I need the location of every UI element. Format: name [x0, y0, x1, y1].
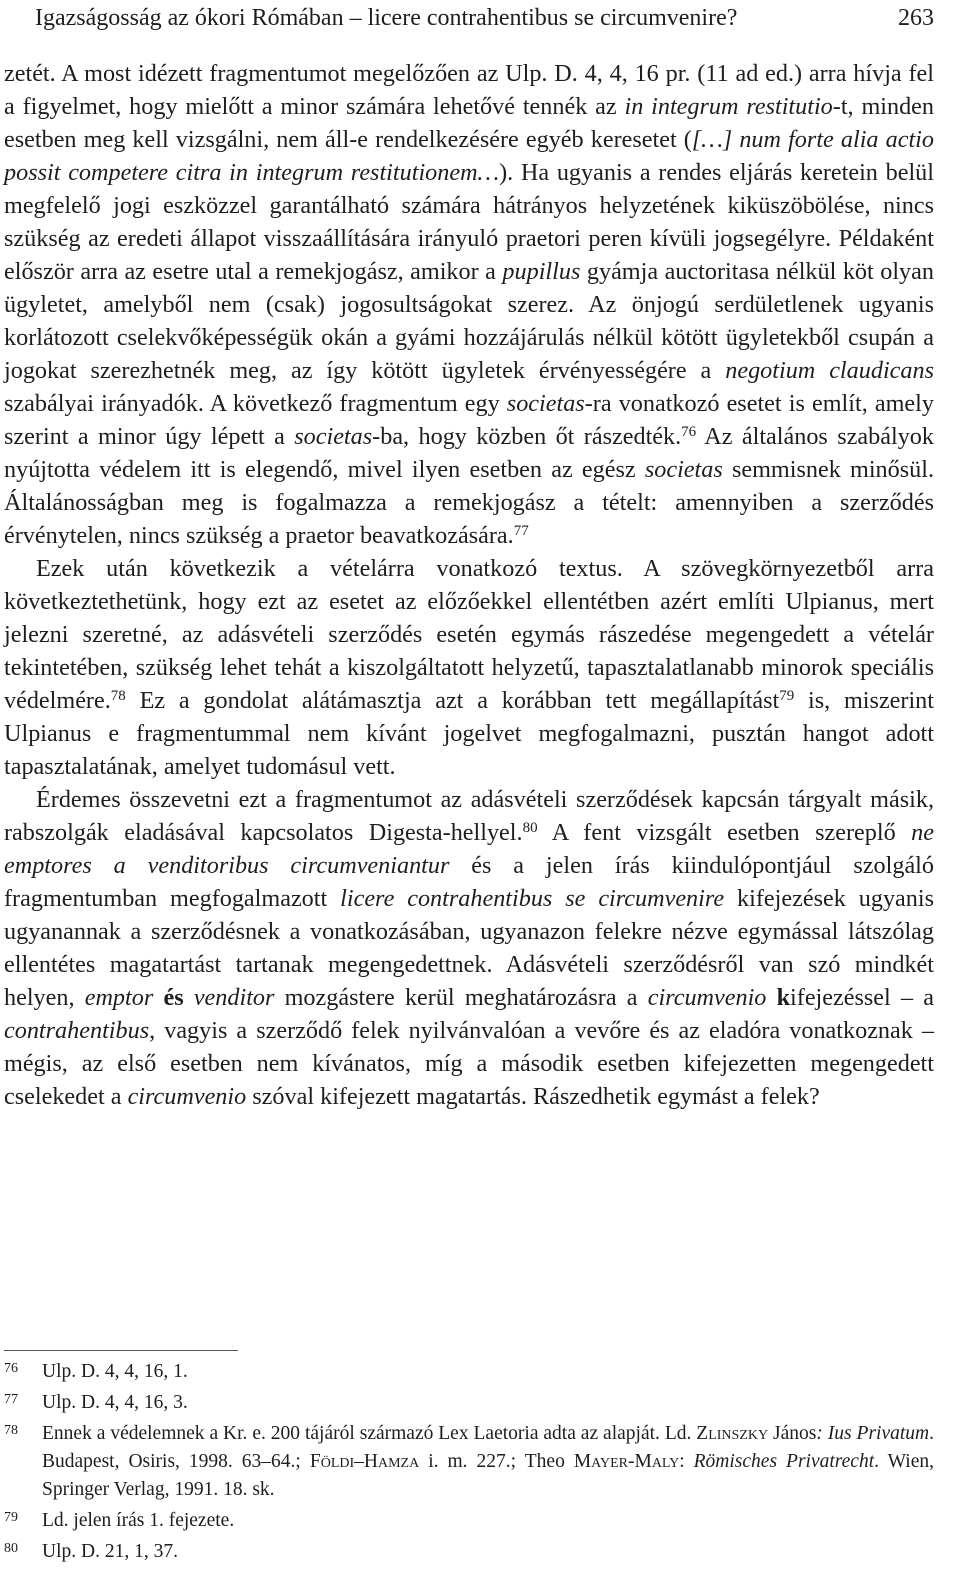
text-run: -t, minden esetben meg kell vizsgálni, nem áll-e rendelkezésére egyéb keresetet ( — [4, 93, 935, 153]
text-run: Érdemes összevetni ezt a fragmentumot az adásvételi szerződések kapcsán tárgyalt másik, rabszolgák eladásával kapcsolatos Digesta-hellyel. — [4, 786, 934, 846]
footnote-reference: 80 — [522, 820, 538, 836]
italic-text: : Ius Privatum — [816, 1423, 930, 1444]
text-run: , vagyis a szerződő felek nyilvánvalóan a vevőre és az eladóra vonatkoznak – mégis, az első esetben nem kívánatos, míg a második esetben kifejezetten megengedett cselekedet a — [4, 1017, 934, 1110]
footnote-number: 77 — [4, 1392, 18, 1407]
footnote — [4, 1389, 934, 1417]
text-run: Mayer-Maly — [573, 1451, 680, 1472]
text-run: Ulp. D. 4, 4, 16, 3. — [42, 1392, 188, 1413]
running-header — [35, 0, 934, 31]
footnote — [4, 1507, 934, 1535]
italic-text: […] num forte alia actio possit competere citra in integrum restitutionem… — [4, 126, 934, 186]
paragraph — [4, 552, 934, 783]
text-run: szóval kifejezett magatartás. Rászedhetik egymást a felek? — [246, 1083, 820, 1110]
italic-text: Römisches Privatrecht — [693, 1451, 875, 1472]
footnote-reference: 76 — [681, 424, 697, 440]
italic-text: venditor — [193, 984, 275, 1011]
text-run: . Wien, Springer Verlag, 1991. 18. sk. — [42, 1451, 934, 1500]
italic-text: contrahentibus — [4, 1017, 150, 1044]
italic-text: societas — [506, 390, 585, 417]
footnote-number: 80 — [4, 1541, 18, 1556]
text-run: i. m. 227.; Theo — [419, 1451, 574, 1472]
text-run: -ba, hogy közben őt rászedték. — [372, 423, 682, 450]
text-run: és a jelen írás kiindulópontjául szolgáló fragmentumban megfogalmazott — [4, 852, 934, 912]
footnote — [4, 1358, 934, 1386]
text-run: -ra vonatkozó esetet is említ, amely szerint a minor úgy lépett a — [4, 390, 934, 450]
footnote-number: 76 — [4, 1361, 18, 1376]
text-run: semmisnek minősül. Általánosságban meg is fogalmazza a remekjogász a tételt: amennyiben a szerződés érvénytelen, nincs szükség a praetor beavatkozására. — [4, 456, 935, 549]
italic-text: circumvenio — [127, 1083, 247, 1110]
text-run: ifejezéssel – a — [790, 984, 934, 1011]
text-run: zetét. A most idézett fragmentumot megelőzően az Ulp. D. 4, 4, 16 pr. (11 ad ed.) arra hívja fel a figyelmet, hogy mielőtt a minor számára lehetővé tennék az — [4, 60, 934, 120]
footnote-reference: 78 — [110, 688, 126, 704]
italic-text: circumvenio — [647, 984, 767, 1011]
body-text — [4, 57, 934, 1113]
page-number: 263 — [898, 5, 934, 31]
paragraph — [4, 57, 934, 552]
text-run: János — [768, 1423, 817, 1444]
italic-text: licere contrahentibus se circumvenire — [340, 885, 725, 912]
italic-text: emptor — [84, 984, 154, 1011]
text-run: mozgástere kerül meghatározásra a — [274, 984, 648, 1011]
footnotes — [4, 1358, 934, 1569]
text-run: Ulp. D. 4, 4, 16, 1. — [42, 1361, 188, 1382]
text-run: gyámja auctoritasa nélkül köt olyan ügyletet, amelyből nem (csak) jogosultságokat szerez. Az önjogú serdületlenek ugyanis korlátozott cselekvőképességük okán a gyámi hozzájárulás nélkül kötött ügyletekből csupán a jogokat szerezhetnék meg, az így kötött ügyletek érvényességére a — [4, 258, 934, 384]
italic-text: ne emptores a venditoribus circumveniantur — [4, 819, 934, 879]
text-run — [766, 984, 776, 1011]
text-run: Ulp. D. 21, 1, 37. — [42, 1541, 178, 1562]
footnote-number: 79 — [4, 1510, 18, 1525]
footnote-reference: 77 — [513, 523, 529, 539]
text-run: szabályai irányadók. A következő fragmentum egy — [4, 390, 507, 417]
text-run: Ennek a védelemnek a Kr. e. 200 tájáról származó Lex Laetoria adta az alapját. Ld. — [42, 1423, 697, 1444]
text-run — [184, 984, 194, 1011]
footnote — [4, 1538, 934, 1566]
text-run: ). Ha ugyanis a rendes eljárás keretein belül megfelelő jogi eszközzel garantálható számára hátrányos helyzetének kiküszöbölése, nincs szükség az eredeti állapot visszaállítására irányuló praetori peren kívüli jogsegélyre. Példaként először arra az esetre utal a remekjogász, amikor a — [4, 159, 934, 285]
footnote-separator — [4, 1350, 238, 1351]
text-run: k — [776, 984, 791, 1011]
text-run: és — [163, 984, 184, 1011]
italic-text: pupillus — [502, 258, 581, 285]
text-run: Ld. jelen írás 1. fejezete. — [42, 1510, 235, 1531]
text-run: is, miszerint Ulpianus e fragmentummal nem kívánt jogelvet megfogalmazni, pusztán hangot adott tapasztalatának, amelyet tudomásul vett. — [4, 687, 935, 780]
italic-text: societas — [644, 456, 723, 483]
running-title: Igazságosság az ókori Rómában – licere contrahentibus se circumvenire? — [35, 5, 738, 31]
text-run — [153, 984, 163, 1011]
paragraph — [4, 783, 934, 1113]
text-run: A fent vizsgált esetben szereplő — [537, 819, 912, 846]
text-run: Az általános szabályok nyújtotta védelem itt is elegendő, mivel ilyen esetben az egész — [4, 423, 934, 483]
italic-text: negotium claudicans — [725, 357, 934, 384]
text-run: Földi–Hamza — [309, 1451, 420, 1472]
italic-text: in integrum restitutio — [624, 93, 833, 120]
text-run: . Budapest, Osiris, 1998. 63–64.; — [42, 1423, 934, 1472]
text-run: Zlinszky — [696, 1423, 769, 1444]
text-run: : — [679, 1451, 694, 1472]
italic-text: societas — [294, 423, 373, 450]
text-run: kifejezések ugyanis ugyanannak a szerződésnek a vonatkozásában, ugyanazon felekre nézve egymással látszólag ellentétes magatartást tartanak megengedettnek. Adásvételi szerződésről van szó mindkét helyen, — [4, 885, 934, 1011]
footnote-number: 78 — [4, 1423, 18, 1438]
text-run: Ez a gondolat alátámasztja azt a korábban tett megállapítást — [125, 687, 780, 714]
footnote — [4, 1420, 934, 1504]
footnote-reference: 79 — [779, 688, 795, 704]
text-run: Ezek után következik a vételárra vonatkozó textus. A szövegkörnyezetből arra következtethetünk, hogy ezt az esetet az előzőekkel ellentétben azért említi Ulpianus, mert jelezni szeretné, az adásvételi szerződés esetén egymás rászedése megengedett a vételár tekintetében, szükség lehet tehát a kiszolgáltatott helyzetű, tapasztalatlanabb minorok speciális védelmére. — [4, 555, 934, 714]
